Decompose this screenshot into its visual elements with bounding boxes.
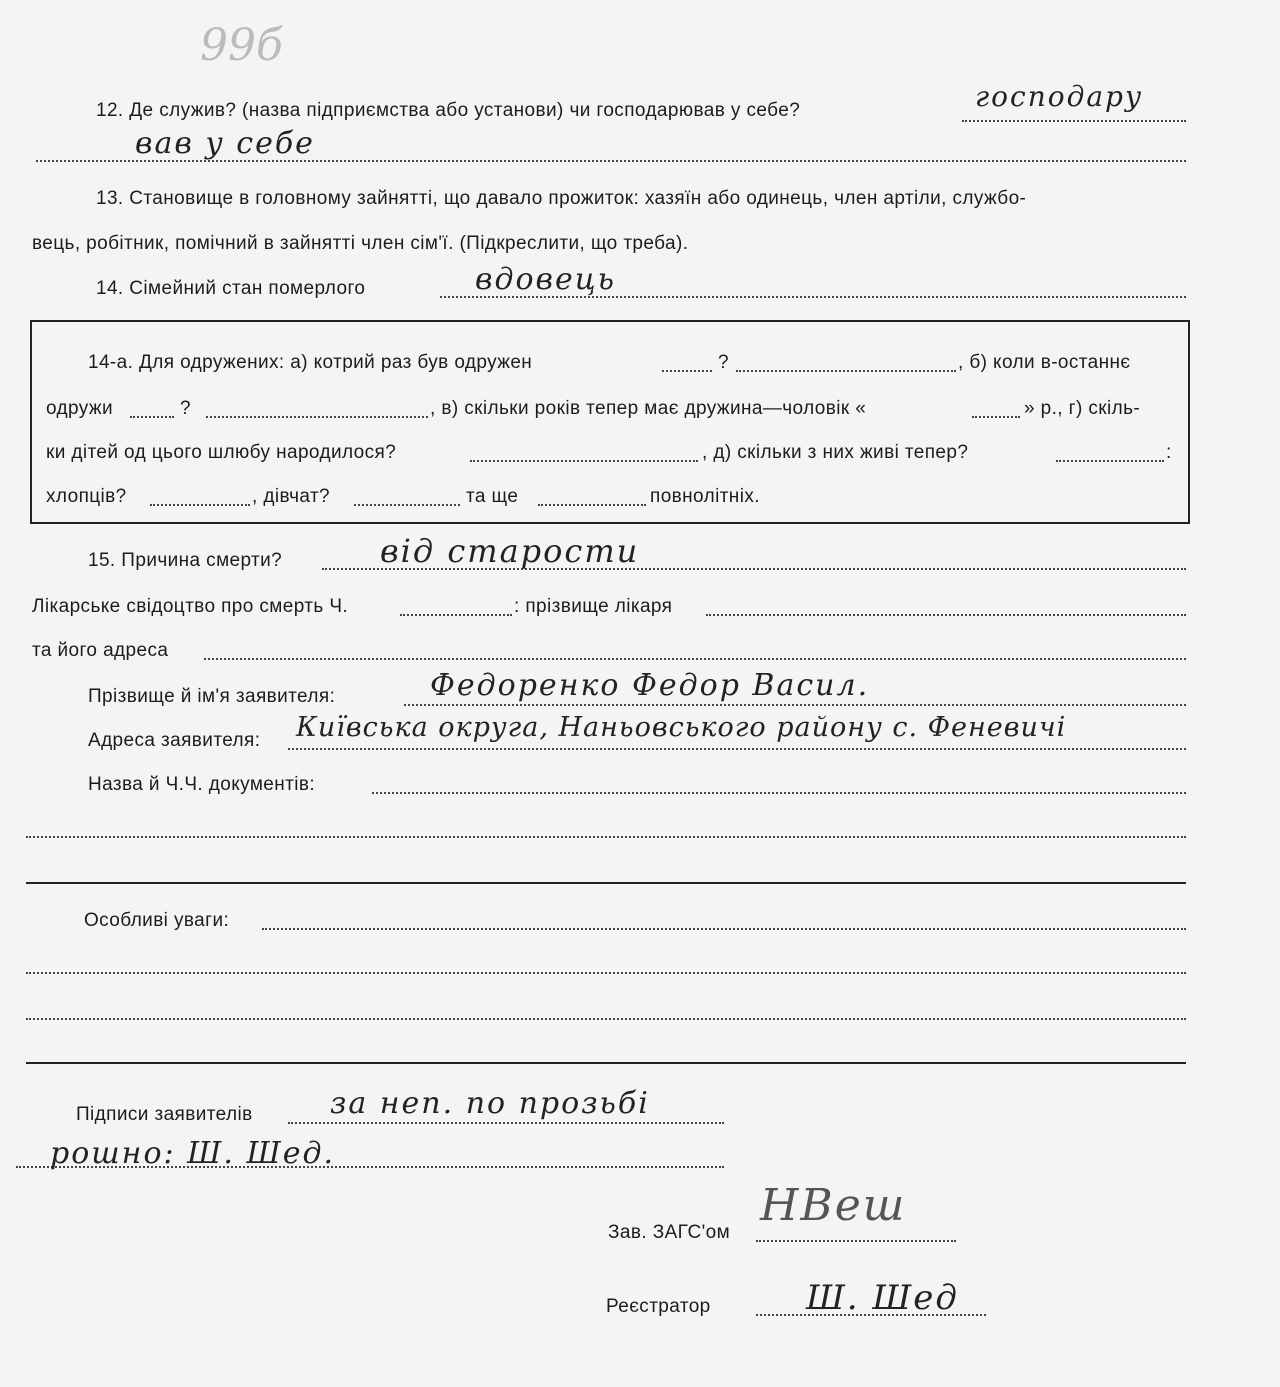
applicant-address-value: Київська округа, Наньовського району с. Феневичі [296, 712, 1067, 743]
q12-label: 12. Де служив? (назва підприємства або установи) чи господарював у себе? [96, 100, 801, 121]
q14a-line1-fill-a [662, 370, 712, 372]
q14a-line3-c: : [1166, 442, 1172, 463]
notes-label: Особливі уваги: [84, 910, 230, 931]
q14-label: 14. Сімейний стан померлого [96, 278, 366, 299]
applicant-name-line [404, 704, 1186, 706]
q14a-line2-c: » р., г) скіль- [1024, 398, 1141, 419]
q13-line-2: вець, робітник, помічний в зайнятті член сім'ї. (Підкреслити, що треба). [32, 233, 689, 254]
q14a-line1-b: , б) коли в-останнє [958, 352, 1131, 373]
q14a-line4-fill-c [538, 504, 646, 506]
applicants-signature-line [288, 1122, 724, 1124]
head-of-registry-line [756, 1240, 956, 1242]
head-of-registry-signature: НВеш [760, 1180, 907, 1231]
applicant-address-line [288, 748, 1186, 750]
q14a-line2-a: одружи [46, 398, 114, 419]
section-divider-1 [26, 882, 1186, 884]
doctor-line [706, 614, 1186, 616]
q14a-line4-a: хлопців? [46, 486, 127, 507]
section-divider-2 [26, 1062, 1186, 1064]
head-of-registry-label: Зав. ЗАГС'ом [608, 1222, 731, 1243]
married-details-box [30, 320, 1190, 524]
q14a-line1-a: 14-а. Для одружених: а) котрий раз був одружен [88, 352, 533, 373]
applicant-name-value: Федоренко Федор Васил. [430, 668, 870, 703]
medical-certificate-line [400, 614, 512, 616]
notes-line-2 [26, 972, 1186, 974]
applicants-signature-value-1: за неп. по прозьбі [330, 1086, 650, 1121]
q14a-line3-fill-a [470, 460, 698, 462]
registrar-signature: Ш. Шед [806, 1278, 959, 1318]
doctor-address-line [204, 658, 1186, 660]
q14a-line2-b: , в) скільки років тепер має дружина—чоловік « [430, 398, 867, 419]
q14a-line2-fill-b [206, 416, 428, 418]
applicants-signature-value-2: рошно: Ш. Шед. [50, 1136, 335, 1171]
q14a-line3-b: , д) скільки з них живі тепер? [702, 442, 969, 463]
q14a-line4-fill-a [150, 504, 250, 506]
q14a-line4-fill-b [354, 504, 460, 506]
notes-line-1 [262, 928, 1186, 930]
q14a-line2-q: ? [180, 398, 191, 419]
q12-answer-2: вав у себе [135, 126, 315, 161]
doctor-address-label: та його адреса [32, 640, 169, 661]
archive-number: 99б [200, 20, 283, 71]
q14a-line3-fill-b [1056, 460, 1164, 462]
q15-label: 15. Причина смерти? [88, 550, 283, 571]
q14a-line4-c: та ще [466, 486, 519, 507]
q14-answer: вдовець [475, 262, 617, 297]
q15-answer: від старости [380, 532, 640, 570]
registrar-label: Реєстратор [606, 1296, 711, 1317]
q14a-line1-fill-b [736, 370, 956, 372]
documents-line [372, 792, 1186, 794]
q14a-line4-b: , дівчат? [252, 486, 331, 507]
q12-answer-line [962, 120, 1186, 122]
medical-certificate-label: Лікарське свідоцтво про смерть Ч. [32, 596, 349, 617]
q12-answer-1: господару [975, 80, 1144, 113]
q14a-line2-fill-c [972, 416, 1020, 418]
applicant-address-label: Адреса заявителя: [88, 730, 261, 751]
documents-label: Назва й Ч.Ч. документів: [88, 774, 316, 795]
documents-line-2 [26, 836, 1186, 838]
q14a-line3-a: ки дітей од цього шлюбу народилося? [46, 442, 397, 463]
q14a-line2-fill-a [130, 416, 174, 418]
q13-line-1: 13. Становище в головному зайнятті, що давало прожиток: хазяїн або одинець, член артіли, службо- [96, 188, 1027, 209]
q14a-line4-d: повнолітніх. [650, 486, 760, 507]
notes-line-3 [26, 1018, 1186, 1020]
doctor-label: : прізвище лікаря [514, 596, 673, 617]
q14a-line1-q: ? [718, 352, 729, 373]
applicants-signature-label: Підписи заявителів [76, 1104, 253, 1125]
applicant-name-label: Прізвище й ім'я заявителя: [88, 686, 336, 707]
